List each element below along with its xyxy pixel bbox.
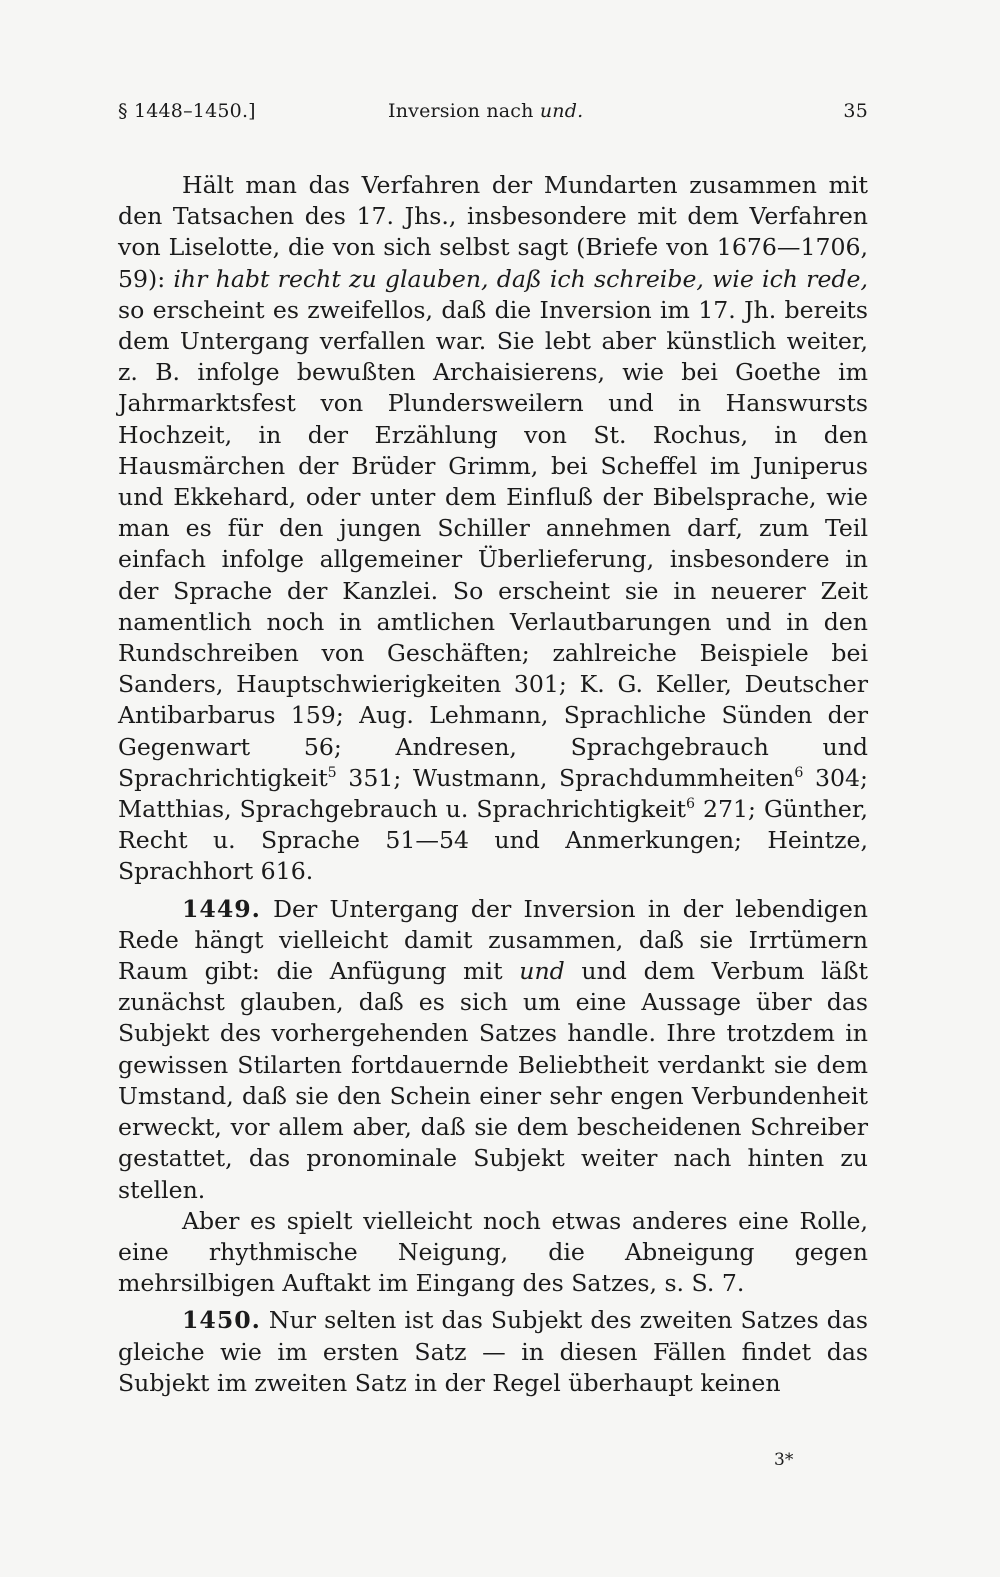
paragraph-1448-continuation: [118, 170, 868, 888]
section-number: 1450.: [182, 1306, 261, 1335]
section-number: 1449.: [182, 894, 261, 923]
text-run: und dem Verbum läßt zunächst glauben, daß es sich um eine Aussage über das Subjekt des vorhergehenden Satzes handle. Ihre trotzdem in gewissen Stilarten fortdauernde Beliebtheit verdankt sie dem Umstand, daß sie den Schein einer sehr engen Verbundenheit erweckt, vor allem aber, daß sie dem bescheidenen Schreiber gestattet, das pronominale Subjekt weiter nach hinten zu stellen.: [118, 957, 868, 1204]
edition-superscript: 6: [686, 796, 696, 813]
page-body: [118, 100, 868, 1399]
signature-mark: 3*: [774, 1450, 794, 1470]
running-title-text: Inversion nach: [388, 100, 540, 122]
running-title-italic: und.: [539, 100, 584, 122]
italic-quote: ihr habt recht zu glauben, daß ich schreibe, wie ich rede,: [173, 264, 868, 293]
section-range: § 1448–1450.]: [118, 100, 256, 122]
text-run: Hält man das Verfahren der Mundarten zusammen mit den Tatsachen des 17. Jhs., insbesondere mit dem Verfahren von Liselotte, die von sich selbst sagt (Briefe von 1676—1706, 59):: [118, 171, 868, 293]
page-number: 35: [843, 100, 868, 122]
text-run: Nur selten ist das Subjekt des zweiten Satzes das gleiche wie im ersten Satz — in diesen Fällen findet das Subjekt im zweiten Satz in der Regel überhaupt keinen: [118, 1306, 868, 1397]
text-run: 351; Wustmann, Sprachdummheiten: [336, 763, 795, 792]
edition-superscript: 6: [794, 765, 804, 781]
paragraph-1449: [118, 894, 868, 1206]
running-header: [118, 100, 868, 130]
text-run: Aber es spielt vielleicht noch etwas anderes eine Rolle, eine rhythmische Neigung, die Abneigung gegen mehrsilbigen Auftakt im Eingang des Satzes, s. S. 7.: [118, 1206, 868, 1298]
text-run: so erscheint es zweifellos, daß die Inversion im 17. Jh. bereits dem Untergang verfallen war. Sie lebt aber künstlich weiter, z. B. infolge bewußten Archaisierens, wie bei Goethe im Jahrmarktsfest von Plundersweilern und in Hanswursts Hochzeit, in der Erzählung von St. Rochus, in den Hausmärchen der Brüder Grimm, bei Scheffel im Juniperus und Ekkehard, oder unter dem Einfluß der Bibelsprache, wie man es für den jungen Schiller annehmen darf, zum Teil einfach infolge allgemeiner Überlieferung, insbesondere in der Sprache der Kanzlei. So erscheint sie in neuerer Zeit namentlich noch in amtlichen Verlautbarungen und in den Rundschreiben von Geschäften; zahlreiche Beispiele bei Sanders, Hauptschwierigkeiten 301; K. G. Keller, Deutscher Antibarbarus 159; Aug. Lehmann, Sprachliche Sünden der Gegenwart 56; Andresen, Sprachgebrauch und Sprachrichtigkeit: [118, 295, 868, 792]
italic-word: und: [519, 957, 565, 986]
edition-superscript: 5: [327, 765, 337, 781]
running-title: [388, 100, 583, 122]
text-run: 304; Matthias, Sprachgebrauch u. Sprachrichtigkeit: [118, 763, 868, 824]
text-run: 271; Günther, Recht u. Sprache 51—54 und Anmerkungen; Heintze, Sprachhort 616.: [118, 795, 869, 886]
paragraph-1449-addendum: [118, 1206, 868, 1300]
text-run: Der Untergang der Inversion in der lebendigen Rede hängt vielleicht damit zusammen, daß sie Irrtümern Raum gibt: die Anfügung mit: [118, 894, 868, 986]
paragraph-1450: [118, 1305, 868, 1399]
